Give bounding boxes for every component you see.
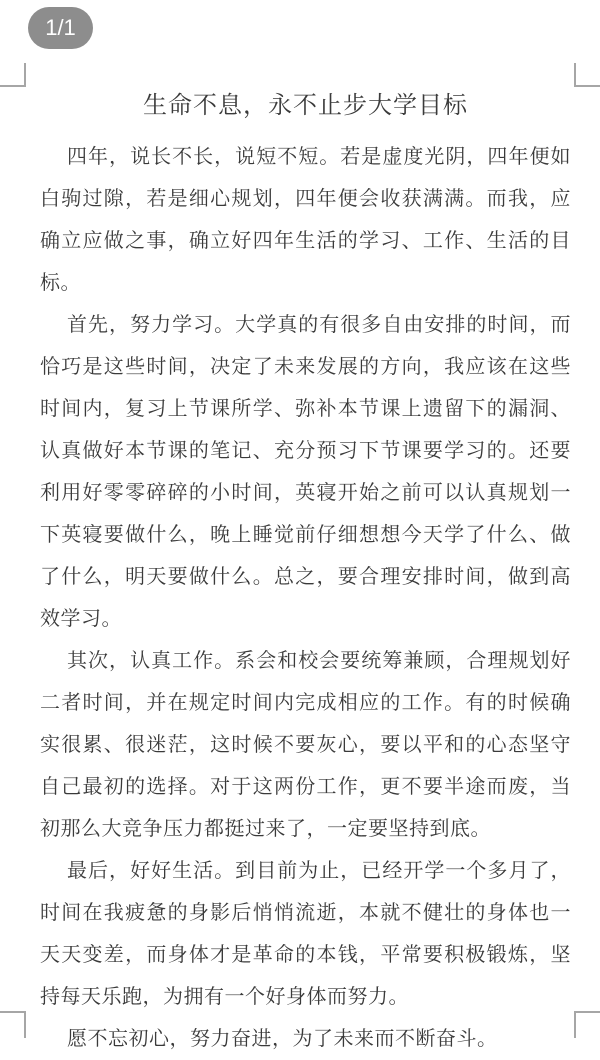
- essay-paragraph: 首先，努力学习。大学真的有很多自由安排的时间，而恰巧是这些时间，决定了未来发展的方向，我应该在这些时间内，复习上节课所学、弥补本节课上遗留下的漏洞、认真做好本节课的笔记、充分预习下节课要学习的。还要利用好零零碎碎的小时间，英寝开始之前可以认真规划一下英寝要做什么，晚上睡觉前仔细想想今天学了什么、做了什么，明天要做什么。总之，要合理安排时间，做到高效学习。: [40, 314, 571, 630]
- page-indicator-badge: [28, 7, 93, 49]
- page-corner-mark-top-left: [0, 63, 26, 87]
- essay-paragraph: 其次，认真工作。系会和校会要统筹兼顾，合理规划好二者时间，并在规定时间内完成相应的工作。有的时候确实很累、很迷茫，这时候不要灰心，要以平和的心态坚守自己最初的选择。对于这两份工作，更不要半途而废，当初那么大竞争压力都挺过来了，一定要坚持到底。: [40, 650, 571, 840]
- essay-paragraph: 最后，好好生活。到目前为止，已经开学一个多月了，时间在我疲惫的身影后悄悄流逝，本就不健壮的身体也一天天变差，而身体才是革命的本钱，平常要积极锻炼，坚持每天乐跑，为拥有一个好身体而努力。: [40, 860, 571, 1008]
- page-corner-mark-bottom-left: [0, 1011, 26, 1038]
- document-title: 生命不息，永不止步大学目标: [143, 92, 468, 119]
- document-page: [40, 90, 571, 1060]
- page-corner-mark-bottom-right: [574, 1011, 600, 1038]
- essay-paragraph: 四年，说长不长，说短不短。若是虚度光阴，四年便如白驹过隙，若是细心规划，四年便会收获满满。而我，应确立应做之事，确立好四年生活的学习、工作、生活的目标。: [40, 146, 571, 294]
- page-indicator-label: 1/1: [45, 15, 76, 40]
- essay-paragraph: 愿不忘初心，努力奋进，为了未来而不断奋斗。: [67, 1028, 498, 1050]
- page-corner-mark-top-right: [574, 63, 600, 87]
